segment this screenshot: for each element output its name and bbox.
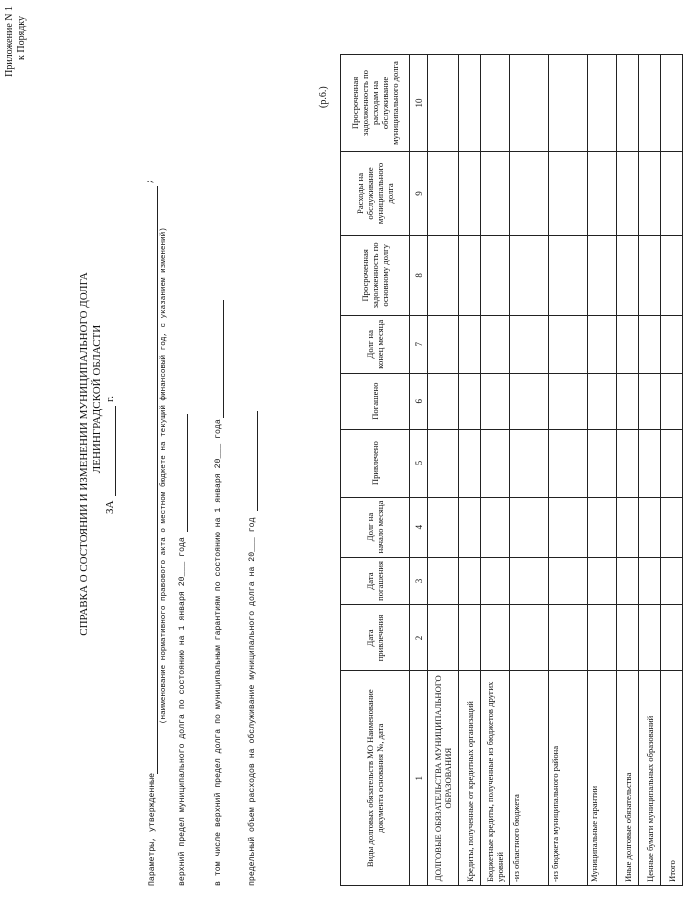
appendix-line2: к Порядку — [16, 16, 27, 60]
table-cell — [481, 557, 510, 605]
table-cell — [639, 557, 661, 605]
table-cell — [428, 315, 459, 373]
column-number-row — [410, 55, 428, 886]
row-label: Итого — [661, 671, 683, 886]
appendix-line1: Приложение N 1 — [4, 6, 15, 77]
table-cell — [459, 605, 481, 671]
guarantees-blank — [223, 300, 224, 418]
table-cell — [510, 497, 549, 557]
table-cell — [617, 151, 639, 235]
table-row — [428, 55, 459, 886]
table-cell — [459, 497, 481, 557]
table-header-row — [341, 55, 410, 886]
params-label: Параметры, утвержденные — [148, 772, 157, 886]
table-cell — [510, 557, 549, 605]
table-cell — [481, 55, 510, 152]
table-cell — [459, 557, 481, 605]
table-cell — [661, 605, 683, 671]
title-period-suffix: г. — [104, 395, 116, 402]
table-cell — [617, 557, 639, 605]
form-code: (р.6.) — [318, 86, 329, 108]
table-cell — [617, 373, 639, 429]
table-row — [661, 55, 683, 886]
table-cell — [549, 315, 588, 373]
table-cell — [661, 373, 683, 429]
header-overdue-principal: Просроченная задолженность по основному долгу — [341, 235, 410, 315]
table-cell — [481, 429, 510, 497]
table-cell — [510, 429, 549, 497]
table-cell — [588, 151, 617, 235]
header-attracted: Привлечено — [341, 429, 410, 497]
header-debt-type: Виды долговых обязательств МО Наименование документа основания №, дата — [341, 671, 410, 886]
header-overdue-service: Просроченная задолженность по расходам на обслуживание муниципального долга — [341, 55, 410, 152]
title-line2: ЛЕНИНГРАДСКОЙ ОБЛАСТИ — [91, 324, 103, 474]
table-cell — [549, 429, 588, 497]
column-number: 9 — [410, 151, 428, 235]
column-number: 1 — [410, 671, 428, 886]
table-cell — [617, 605, 639, 671]
upper-limit-text: верхний предел муниципального долга по состоянию на 1 января 20___ года — [178, 537, 187, 886]
table-cell — [549, 373, 588, 429]
table-row — [588, 55, 617, 886]
table-cell — [639, 497, 661, 557]
header-date-issued: Дата привлечения — [341, 605, 410, 671]
table-cell — [481, 151, 510, 235]
table-row — [549, 55, 588, 886]
table-cell — [510, 151, 549, 235]
params-trailing: ; — [146, 179, 155, 184]
column-number: 7 — [410, 315, 428, 373]
table-cell — [481, 235, 510, 315]
table-cell — [588, 373, 617, 429]
table-cell — [481, 497, 510, 557]
row-label: ДОЛГОВЫЕ ОБЯЗАТЕЛЬСТВА МУНИЦИПАЛЬНОГО ОБРАЗОВАНИЯ — [428, 671, 459, 886]
column-number: 6 — [410, 373, 428, 429]
table-row — [617, 55, 639, 886]
table-cell — [661, 315, 683, 373]
table-cell — [549, 151, 588, 235]
table-row — [481, 55, 510, 886]
table-cell — [428, 151, 459, 235]
row-label: Иные долговые обязательства — [617, 671, 639, 886]
table-cell — [639, 235, 661, 315]
title-period-prefix: ЗА — [104, 500, 116, 514]
table-cell — [661, 557, 683, 605]
params-hint: (наименование нормативного правового акта о местном бюджете на текущий финансовый год, с указанием изменений) — [160, 227, 168, 724]
table-cell — [510, 55, 549, 152]
table-cell — [428, 235, 459, 315]
table-row — [459, 55, 481, 886]
table-cell — [661, 55, 683, 152]
table-cell — [639, 315, 661, 373]
table-cell — [617, 315, 639, 373]
table-cell — [510, 235, 549, 315]
table-cell — [459, 429, 481, 497]
table-cell — [459, 315, 481, 373]
header-debt-end: Долг на конец месяца — [341, 315, 410, 373]
table-cell — [639, 605, 661, 671]
row-label: Бюджетные кредиты, полученные из бюджетов других уровней — [481, 671, 510, 886]
table-cell — [588, 235, 617, 315]
table-cell — [510, 373, 549, 429]
table-cell — [549, 235, 588, 315]
table-cell — [588, 557, 617, 605]
table-cell — [617, 235, 639, 315]
table-cell — [428, 557, 459, 605]
table-cell — [588, 429, 617, 497]
table-cell — [481, 373, 510, 429]
row-label: Муниципальные гарантии — [588, 671, 617, 886]
table-cell — [588, 605, 617, 671]
column-number: 5 — [410, 429, 428, 497]
table-cell — [661, 497, 683, 557]
expenses-blank — [257, 411, 258, 511]
column-number: 3 — [410, 557, 428, 605]
table-cell — [617, 497, 639, 557]
column-number: 8 — [410, 235, 428, 315]
title-period-blank — [115, 406, 116, 496]
row-label: Ценные бумаги муниципальных образований — [639, 671, 661, 886]
table-cell — [481, 315, 510, 373]
table-cell — [549, 557, 588, 605]
debt-table — [340, 54, 683, 886]
table-cell — [549, 55, 588, 152]
table-cell — [588, 497, 617, 557]
header-repaid: Погашено — [341, 373, 410, 429]
row-label: -из областного бюджета — [510, 671, 549, 886]
table-cell — [549, 497, 588, 557]
table-cell — [617, 429, 639, 497]
appendix-note — [4, 6, 28, 166]
table-cell — [661, 429, 683, 497]
title-line1: СПРАВКА О СОСТОЯНИИ И ИЗМЕНЕНИИ МУНИЦИПАЛЬНОГО ДОЛГА — [78, 272, 90, 636]
table-cell — [459, 235, 481, 315]
expenses-text: предельный объем расходов на обслуживание муниципального долга на 20___ год — [248, 517, 257, 886]
row-label: -из бюджета муниципального района — [549, 671, 588, 886]
row-label: Кредиты, полученные от кредитных организаций — [459, 671, 481, 886]
params-blank-line — [157, 186, 158, 774]
table-cell — [510, 605, 549, 671]
table-cell — [428, 373, 459, 429]
header-date-repaid: Дата погашения — [341, 557, 410, 605]
upper-limit-blank — [187, 414, 188, 532]
table-cell — [549, 605, 588, 671]
table-cell — [459, 373, 481, 429]
header-service-expenses: Расходы на обслуживание муниципального долга — [341, 151, 410, 235]
column-number: 4 — [410, 497, 428, 557]
title-period — [104, 214, 118, 694]
table-cell — [661, 235, 683, 315]
header-debt-start: Долг на начало месяца — [341, 497, 410, 557]
table-cell — [639, 151, 661, 235]
column-number: 2 — [410, 605, 428, 671]
table-cell — [639, 55, 661, 152]
table-cell — [428, 497, 459, 557]
table-cell — [481, 605, 510, 671]
table-cell — [459, 151, 481, 235]
table-cell — [428, 429, 459, 497]
table-cell — [588, 315, 617, 373]
table-cell — [428, 55, 459, 152]
table-cell — [639, 429, 661, 497]
table-cell — [510, 315, 549, 373]
table-cell — [428, 605, 459, 671]
table-cell — [459, 55, 481, 152]
column-number: 10 — [410, 55, 428, 152]
document-title — [78, 214, 118, 694]
table-row — [639, 55, 661, 886]
guarantees-text: в том числе верхний предел долга по муниципальным гарантиям по состоянию на 1 января 20___ года — [214, 419, 223, 886]
table-row — [510, 55, 549, 886]
table-cell — [617, 55, 639, 152]
table-cell — [588, 55, 617, 152]
table-cell — [661, 151, 683, 235]
table-cell — [639, 373, 661, 429]
